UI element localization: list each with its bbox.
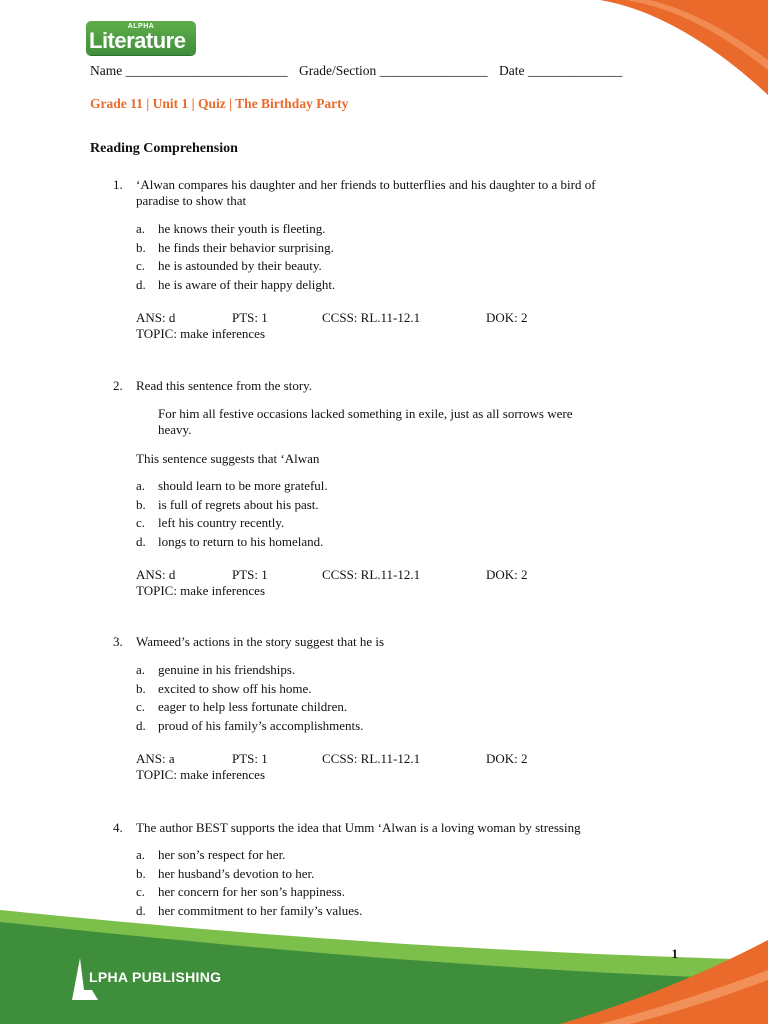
option-text: her husband’s devotion to her. (158, 865, 315, 881)
ccss-standard: CCSS: RL.11-12.1 (322, 751, 421, 766)
answer-key: ANS: a (136, 751, 175, 766)
logo-small-text: ALPHA (127, 23, 155, 30)
option-text: her son’s respect for her. (158, 847, 286, 862)
option-letter: a. (136, 847, 146, 862)
dok-level: DOK: 2 (486, 567, 528, 582)
option-letter: b. (136, 680, 146, 696)
points: PTS: 1 (232, 310, 268, 325)
option-text: he finds their behavior surprising. (158, 239, 334, 255)
option-text: left his country recently. (158, 515, 285, 530)
question-text: Read this sentence from the story. (136, 378, 313, 393)
question-number: 1. (113, 177, 123, 192)
option-letter: c. (136, 884, 146, 899)
ccss-standard: CCSS: RL.11-12.1 (322, 567, 421, 582)
topic-1: TOPIC: make inferences (136, 326, 265, 341)
question-prompt: This sentence suggests that ‘Alwan (136, 451, 320, 466)
option-letter: d. (136, 276, 146, 292)
name-field: Name ________________________ (90, 63, 288, 78)
option-text: longs to return to his homeland. (158, 533, 324, 549)
question-text: The author BEST supports the idea that Umm ‘Alwan is a loving woman by stressing (136, 820, 581, 835)
question-number: 4. (113, 820, 123, 835)
topic-2: TOPIC: make inferences (136, 583, 265, 598)
option-letter: c. (136, 699, 146, 714)
option-letter: b. (136, 239, 146, 255)
grade-section-field: Grade/Section ________________ (298, 63, 488, 78)
option-text: her concern for her son’s happiness. (158, 884, 345, 899)
option-letter: b. (136, 496, 146, 512)
question-number: 3. (113, 634, 123, 649)
points: PTS: 1 (232, 751, 268, 766)
publisher-name: LPHA PUBLISHING (89, 969, 222, 985)
question-text: Wameed’s actions in the story suggest that he is (136, 634, 385, 649)
logo-main-text: Literature (89, 28, 186, 53)
option-text: proud of his family’s accomplishments. (158, 717, 364, 733)
option-text: he is aware of their happy delight. (158, 276, 336, 292)
option-text: eager to help less fortunate children. (158, 699, 348, 714)
option-letter: d. (136, 533, 146, 549)
section-title: Reading Comprehension (90, 141, 238, 156)
student-info-line (90, 63, 630, 79)
quiz-title: Grade 11 | Unit 1 | Quiz | The Birthday Party (90, 96, 349, 111)
option-letter: a. (136, 221, 146, 236)
option-letter: d. (136, 902, 146, 918)
option-letter: a. (136, 478, 146, 493)
option-text: he knows their youth is fleeting. (158, 221, 326, 236)
points: PTS: 1 (232, 567, 268, 582)
option-letter: b. (136, 865, 146, 881)
option-text: her commitment to her family’s values. (158, 902, 363, 918)
dok-level: DOK: 2 (486, 751, 528, 766)
option-text: excited to show off his home. (158, 680, 312, 696)
alpha-literature-logo (86, 21, 196, 55)
page-number: 1 (671, 946, 678, 961)
option-text: genuine in his friendships. (158, 662, 296, 677)
dok-level: DOK: 2 (486, 310, 528, 325)
footer-swoosh-decoration (0, 890, 768, 1024)
date-field: Date ______________ (498, 63, 623, 78)
option-letter: d. (136, 717, 146, 733)
answer-key: ANS: d (136, 310, 176, 325)
question-text: ‘Alwan compares his daughter and her friends to butterflies and his daughter to a bird of paradise to show that (136, 177, 596, 208)
story-quote: For him all festive occasions lacked something in exile, just as all sorrows were heavy. (158, 406, 573, 437)
option-letter: c. (136, 515, 146, 530)
option-letter: a. (136, 662, 146, 677)
option-text: should learn to be more grateful. (158, 478, 328, 493)
answer-key: ANS: d (136, 567, 176, 582)
option-letter: c. (136, 258, 146, 273)
option-text: he is astounded by their beauty. (158, 258, 322, 273)
topic-3: TOPIC: make inferences (136, 767, 265, 782)
option-text: is full of regrets about his past. (158, 496, 319, 512)
ccss-standard: CCSS: RL.11-12.1 (322, 310, 421, 325)
question-number: 2. (113, 378, 123, 393)
